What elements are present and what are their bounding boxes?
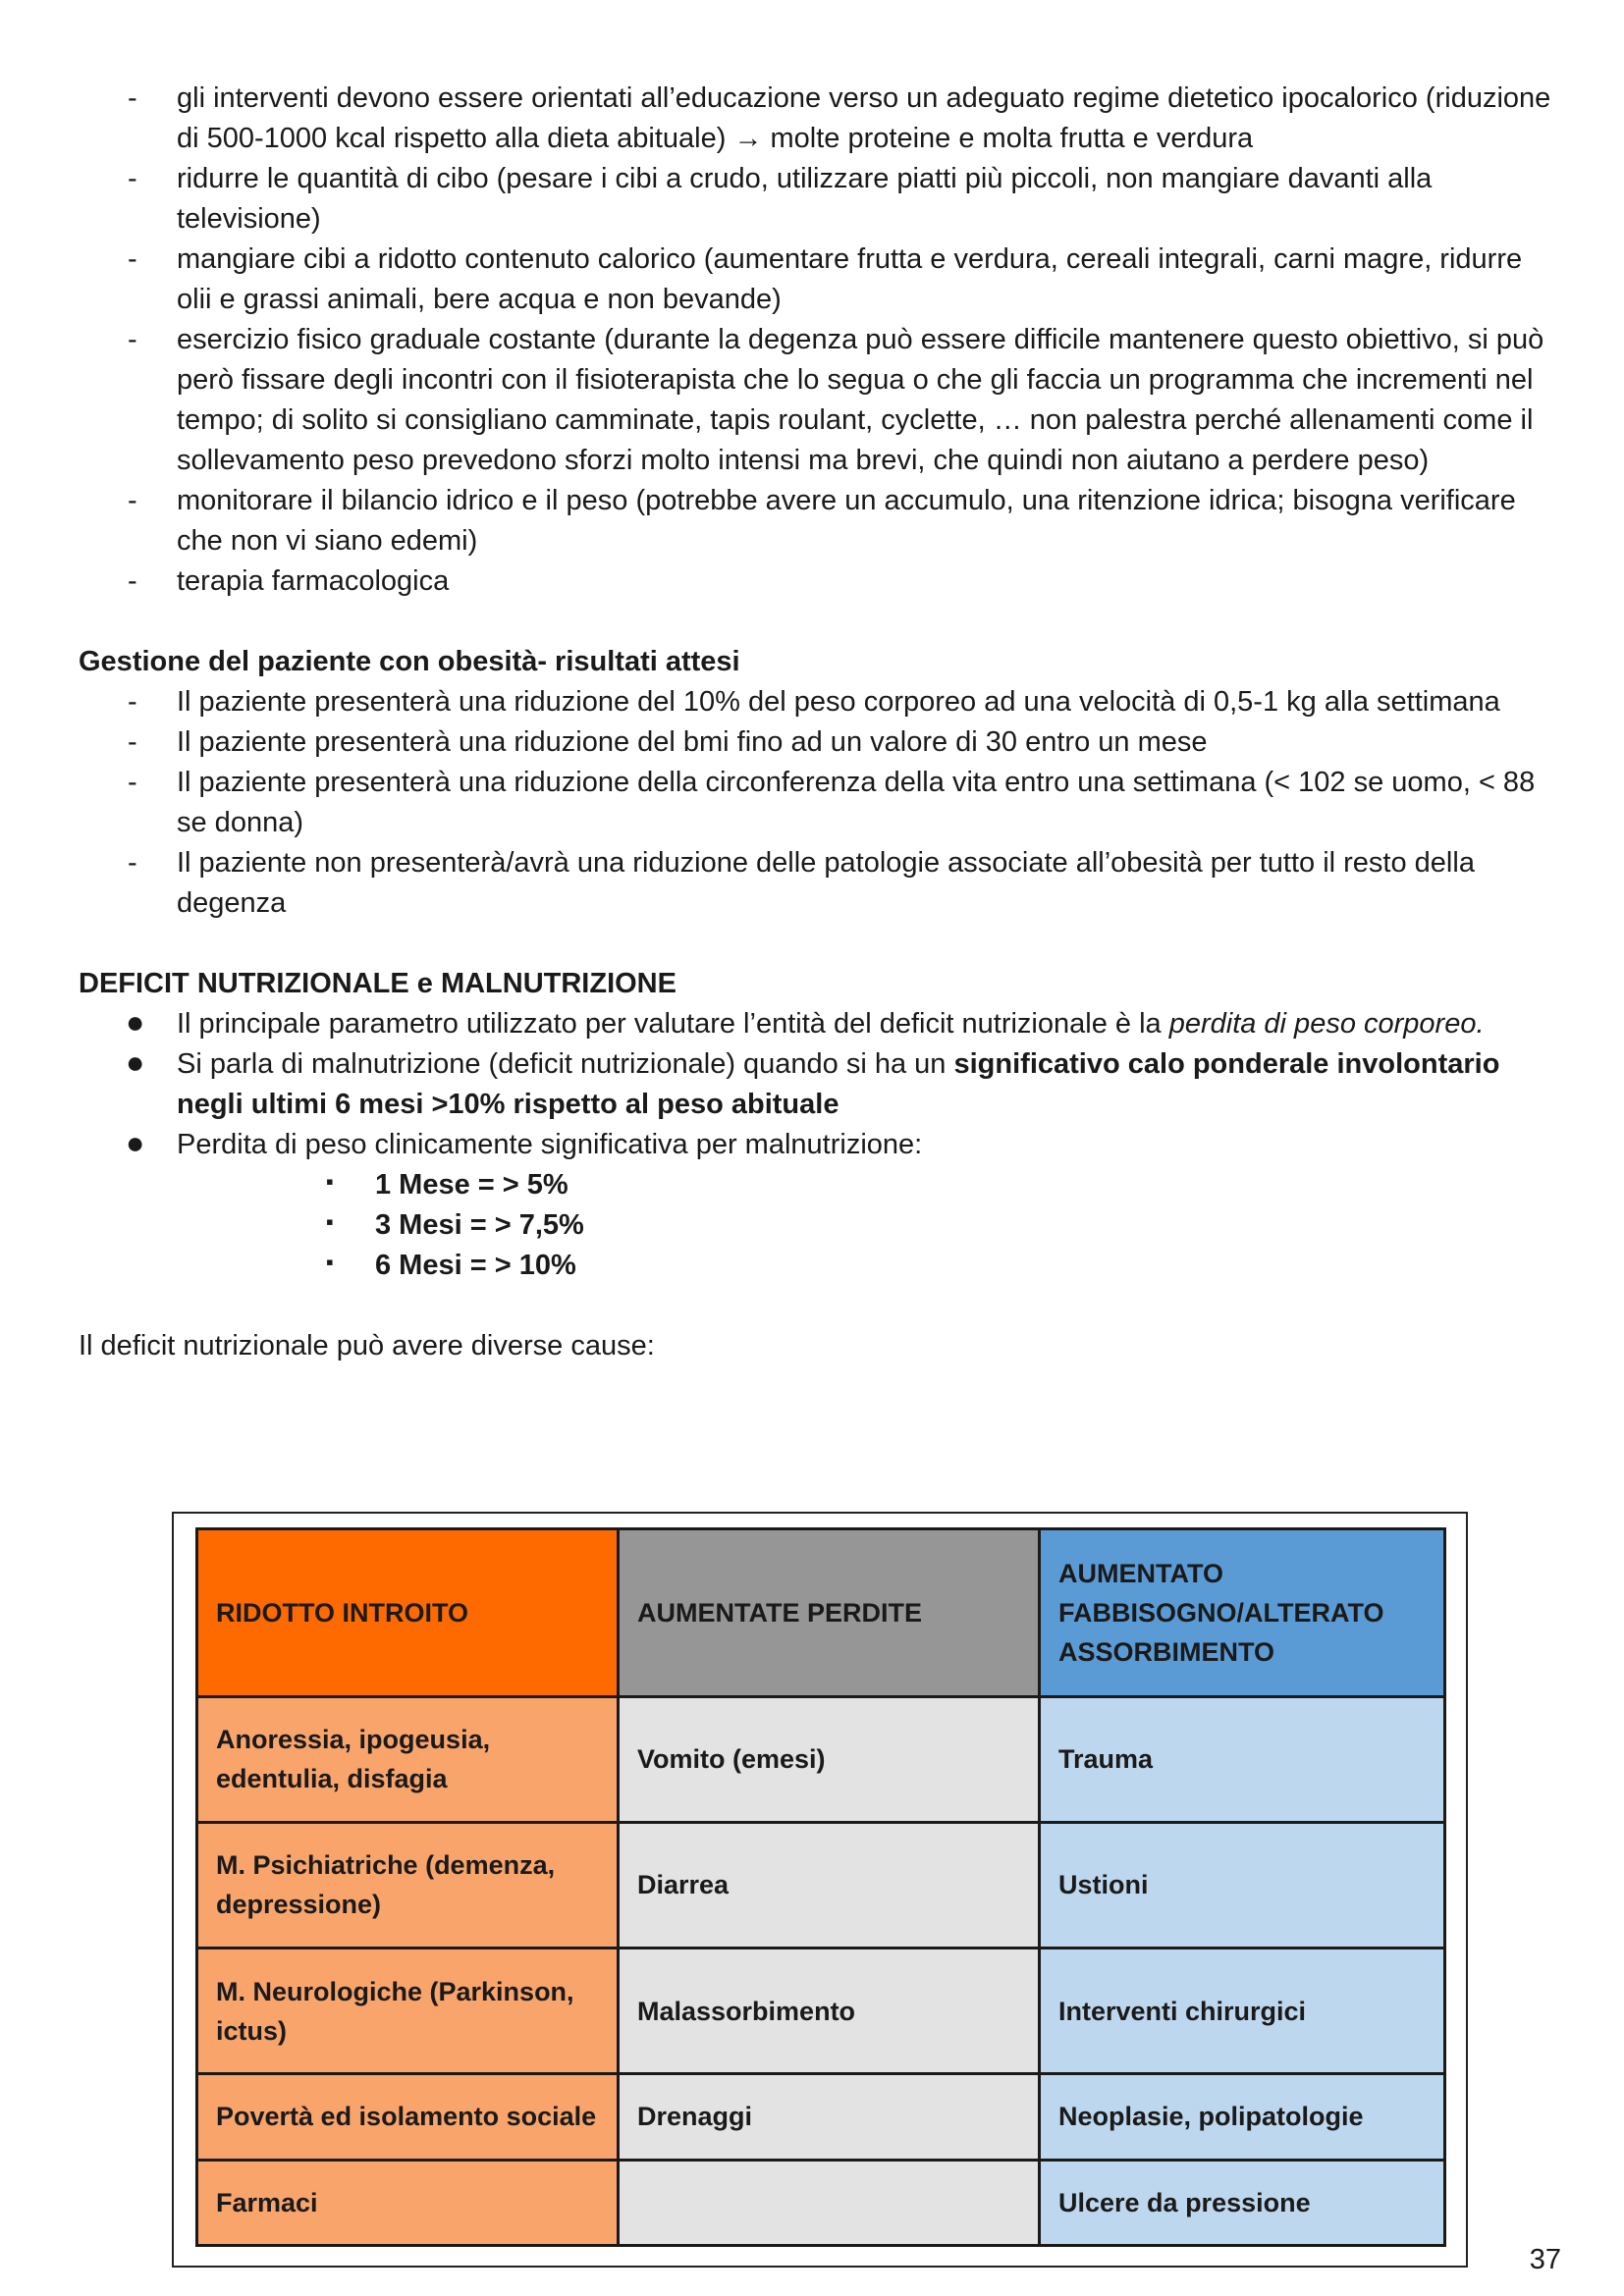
list-item: - Il paziente presenterà una riduzione della circonferenza della vita entro una settimana (< 102 se uomo, < 88 se donna)	[79, 763, 1561, 843]
table-cell: Anoressia, ipogeusia, edentulia, disfagia	[197, 1696, 619, 1822]
table-row	[197, 1696, 1445, 1822]
list-item: - ridurre le quantità di cibo (pesare i cibi a crudo, utilizzare piatti più piccoli, non mangiare davanti alla televisione)	[79, 159, 1561, 240]
emphasis-text: perdita di peso corporeo.	[1168, 1008, 1485, 1040]
list-item: - monitorare il bilancio idrico e il peso (potrebbe avere un accumulo, una ritenzione idrica; bisogna verificare che non vi siano edemi)	[79, 481, 1561, 561]
dash-marker: -	[128, 485, 137, 516]
intervention-list	[79, 79, 1561, 602]
header-aumentato-fabbisogno: AUMENTATO FABBISOGNO/ALTERATO ASSORBIMENTO	[1040, 1529, 1445, 1697]
deficit-list	[79, 1004, 1561, 1165]
list-item: ● Perdita di peso clinicamente significativa per malnutrizione:	[79, 1125, 1561, 1165]
list-item: - gli interventi devono essere orientati all’educazione verso un adeguato regime dietetico ipocalorico (riduzione di 500-1000 kcal rispetto alla dieta abituale) → molte proteine e molta frutta e verdura	[79, 79, 1561, 159]
table-cell: Ulcere da pressione	[1040, 2160, 1445, 2246]
bold-text: significativo calo ponderale involontario negli ultimi 6 mesi >10% rispetto al peso abituale	[177, 1048, 1500, 1120]
table-row	[197, 1948, 1445, 2073]
dash-marker: -	[128, 565, 137, 597]
table-cell: Drenaggi	[619, 2074, 1040, 2160]
list-item: - esercizio fisico graduale costante (durante la degenza può essere difficile mantenere questo obiettivo, si può però fissare degli incontri con il fisioterapista che lo segua o che gli faccia un programma che incrementi nel tempo; di solito si consigliano camminate, tapis roulant, cyclette, … non palestra perché allenamenti come il sollevamento peso prevedono sforzi molto intensi ma brevi, che quindi non aiutano a perdere peso)	[79, 320, 1561, 481]
causes-table-frame	[172, 1512, 1468, 2268]
bullet-marker: ●	[126, 1125, 145, 1160]
table-cell: Interventi chirurgici	[1040, 1948, 1445, 2073]
causes-intro: Il deficit nutrizionale può avere diverse cause:	[79, 1330, 655, 1362]
table-cell: Neoplasie, polipatologie	[1040, 2074, 1445, 2160]
table-row	[197, 2074, 1445, 2160]
table-cell: Trauma	[1040, 1696, 1445, 1822]
table-cell: Povertà ed isolamento sociale	[197, 2074, 619, 2160]
document-page	[79, 79, 1561, 1366]
dash-marker: -	[128, 847, 137, 879]
table-cell: Diarrea	[619, 1822, 1040, 1948]
header-aumentate-perdite: AUMENTATE PERDITE	[619, 1529, 1040, 1697]
bullet-marker: ▪	[326, 1169, 334, 1194]
dash-marker: -	[128, 767, 137, 798]
list-item: - Il paziente presenterà una riduzione del 10% del peso corporeo ad una velocità di 0,5-1 kg alla settimana	[79, 682, 1561, 722]
list-item: ● Il principale parametro utilizzato per valutare l’entità del deficit nutrizionale è la perdita di peso corporeo.	[79, 1004, 1561, 1044]
list-item: ▪ 6 Mesi = > 10%	[79, 1246, 1561, 1286]
table-cell: M. Neurologiche (Parkinson, ictus)	[197, 1948, 619, 2073]
list-item: ▪ 1 Mese = > 5%	[79, 1165, 1561, 1205]
table-cell: Vomito (emesi)	[619, 1696, 1040, 1822]
list-item: - terapia farmacologica	[79, 561, 1561, 602]
causes-table	[195, 1527, 1446, 2247]
table-cell	[619, 2160, 1040, 2246]
dash-marker: -	[128, 82, 137, 114]
table-cell: Farmaci	[197, 2160, 619, 2246]
bullet-marker: ●	[126, 1044, 145, 1080]
weight-loss-thresholds	[79, 1165, 1561, 1286]
table-header-row	[197, 1529, 1445, 1697]
table-row	[197, 1822, 1445, 1948]
table-cell: M. Psichiatriche (demenza, depressione)	[197, 1822, 619, 1948]
table-cell: Malassorbimento	[619, 1948, 1040, 2073]
list-item: ● Si parla di malnutrizione (deficit nutrizionale) quando si ha un significativo calo ponderale involontario negli ultimi 6 mesi >10% rispetto al peso abituale	[126, 1044, 1500, 1120]
page-number: 37	[1529, 2244, 1561, 2275]
list-item: - mangiare cibi a ridotto contenuto calorico (aumentare frutta e verdura, cereali integrali, carni magre, ridurre olii e grassi animali, bere acqua e non bevande)	[79, 240, 1561, 320]
outcomes-heading: Gestione del paziente con obesità- risultati attesi	[79, 646, 740, 677]
outcomes-list	[79, 682, 1561, 924]
dash-marker: -	[128, 243, 137, 275]
bullet-marker: ▪	[326, 1250, 334, 1274]
table-cell: Ustioni	[1040, 1822, 1445, 1948]
list-item: - Il paziente presenterà una riduzione del bmi fino ad un valore di 30 entro un mese	[79, 722, 1561, 763]
dash-marker: -	[128, 324, 137, 355]
bullet-marker: ▪	[326, 1209, 334, 1234]
list-item: - Il paziente non presenterà/avrà una riduzione delle patologie associate all’obesità per tutto il resto della degenza	[79, 843, 1561, 924]
table-row	[197, 2160, 1445, 2246]
dash-marker: -	[128, 686, 137, 718]
bullet-marker: ●	[126, 1004, 145, 1040]
dash-marker: -	[128, 163, 137, 194]
dash-marker: -	[128, 726, 137, 758]
header-ridotto-introito: RIDOTTO INTROITO	[197, 1529, 619, 1697]
list-item: ▪ 3 Mesi = > 7,5%	[79, 1205, 1561, 1246]
deficit-heading: DEFICIT NUTRIZIONALE e MALNUTRIZIONE	[79, 968, 677, 999]
